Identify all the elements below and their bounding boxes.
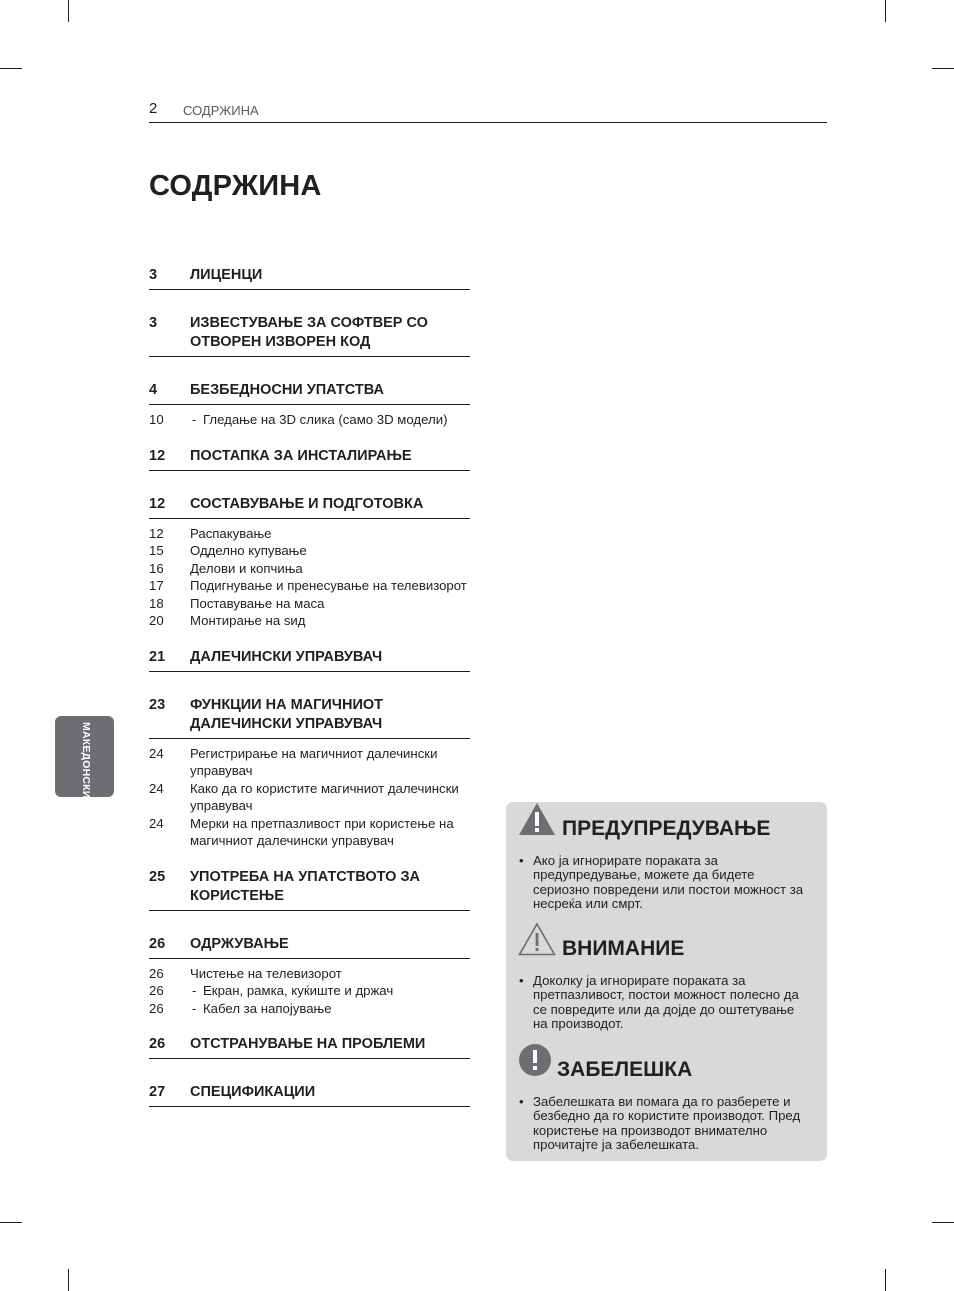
toc-heading[interactable]	[149, 1081, 470, 1107]
toc-sub-title: Одделно купување	[190, 543, 307, 558]
toc-heading[interactable]	[149, 264, 470, 290]
crop-mark	[0, 68, 22, 69]
page-number: 2	[149, 100, 158, 117]
toc-sub-item[interactable]	[149, 595, 470, 613]
note-exclamation-circle-icon	[518, 1043, 552, 1077]
dash-marker: -	[192, 412, 197, 427]
toc-page-number: 12	[149, 495, 166, 512]
toc-sub-item[interactable]	[149, 965, 470, 983]
toc-page-number: 12	[149, 447, 166, 464]
toc-heading-title: ФУНКЦИИ НА МАГИЧНИОТ ДАЛЕЧИНСКИ УПРАВУВАЧ	[190, 696, 384, 732]
toc-sub-title: Монтирање на ѕид	[190, 613, 306, 628]
toc-sub-title: Мерки на претпазливост при користење на магичниот далечински управувач	[190, 815, 454, 848]
note-notice	[506, 1043, 827, 1152]
toc-sub-title: Гледање на 3D слика (само 3D модели)	[203, 412, 448, 427]
toc-page-number: 24	[149, 815, 164, 831]
crop-mark	[885, 0, 886, 22]
toc-sub-list	[149, 745, 470, 850]
toc-heading[interactable]	[149, 694, 470, 739]
warning-title: ПРЕДУПРЕДУВАЊЕ	[562, 817, 771, 840]
toc-heading-title: СОСТАВУВАЊЕ И ПОДГОТОВКА	[190, 495, 424, 512]
toc-sub-item[interactable]	[149, 577, 470, 595]
toc-page-number: 15	[149, 543, 164, 558]
table-of-contents	[149, 264, 470, 1107]
page-header	[149, 100, 827, 123]
toc-heading[interactable]	[149, 379, 470, 405]
running-section-title: СОДРЖИНА	[183, 103, 259, 118]
toc-sub-title: Екран, рамка, куќиште и држач	[203, 983, 394, 998]
caution-header	[506, 922, 827, 962]
toc-page-number: 18	[149, 595, 164, 611]
warning-filled-triangle-icon	[518, 802, 556, 836]
crop-mark	[885, 1269, 886, 1291]
dash-marker: -	[192, 983, 197, 998]
toc-heading-title: БЕЗБЕДНОСНИ УПАТСТВА	[190, 382, 384, 398]
language-label: МАКЕДОНСКИ	[80, 722, 92, 799]
crop-mark	[0, 1222, 22, 1223]
toc-sub-title: Поставување на маса	[190, 595, 325, 611]
toc-heading[interactable]	[149, 646, 470, 672]
toc-page-number: 25	[149, 868, 166, 885]
crop-mark	[68, 1269, 69, 1291]
warning-text: Ако ја игнорирате пораката за предупредување, можете да бидете сериозно повредени или постои можност за несреќа или смрт.	[533, 853, 804, 911]
caution-text: Доколку ја игнорирате пораката за претпазливост, постои можност полесно да се повредите или да дојде до оштетување на производот.	[533, 973, 799, 1031]
toc-sub-item[interactable]	[149, 745, 470, 780]
toc-page-number: 27	[149, 1084, 166, 1100]
toc-heading-title: ЛИЦЕНЦИ	[190, 267, 263, 283]
toc-page-number: 10	[149, 412, 164, 427]
toc-sub-item[interactable]	[149, 560, 470, 578]
bullet: •	[519, 853, 524, 868]
toc-sub-title: Чистење на телевизорот	[190, 965, 342, 981]
toc-heading-title: ИЗВЕСТУВАЊЕ ЗА СОФТВЕР СО ОТВОРЕН ИЗВОРЕН КОД	[190, 315, 428, 350]
language-side-tab	[55, 716, 114, 797]
warning-header	[506, 802, 827, 842]
toc-page-number: 26	[149, 965, 164, 981]
toc-heading[interactable]	[149, 493, 470, 519]
note-text-item	[506, 1095, 827, 1152]
caution-title: ВНИМАНИЕ	[562, 937, 685, 960]
toc-heading-title: СПЕЦИФИКАЦИИ	[190, 1084, 316, 1100]
toc-sub-item[interactable]	[149, 1000, 470, 1018]
toc-page-number: 3	[149, 315, 158, 331]
bullet: •	[519, 973, 524, 988]
toc-sub-item[interactable]	[149, 815, 470, 850]
toc-sub-title: Подигнување и пренесување на телевизорот	[190, 578, 467, 593]
toc-sub-title: Регистрирање на магичниот далечински управувач	[190, 745, 438, 778]
crop-mark	[932, 68, 954, 69]
toc-sub-title: Како да го користите магичниот далечински управувач	[190, 780, 459, 813]
caution-outline-triangle-icon	[518, 922, 556, 956]
toc-sub-item[interactable]	[149, 780, 470, 815]
toc-page-number: 24	[149, 780, 164, 796]
note-text: Забелешката ви помага да го разберете и безбедно да го користите производот. Пред користење на производот внимателно прочитајте ја забелешката.	[533, 1094, 801, 1152]
toc-heading[interactable]	[149, 445, 470, 471]
toc-sub-list	[149, 525, 470, 630]
toc-page-number: 20	[149, 613, 164, 628]
toc-sub-title: Кабел за напојување	[203, 1000, 332, 1016]
toc-heading-title: ДАЛЕЧИНСКИ УПРАВУВАЧ	[190, 648, 383, 665]
warning-text-item	[506, 854, 827, 911]
toc-page-number: 21	[149, 648, 166, 665]
toc-page-number: 17	[149, 578, 164, 593]
toc-heading-title: УПОТРЕБА НА УПАТСТВОТО ЗА КОРИСТЕЊЕ	[190, 868, 421, 904]
toc-sub-list	[149, 411, 470, 429]
toc-page-number: 16	[149, 560, 164, 576]
toc-heading[interactable]	[149, 312, 470, 357]
crop-mark	[932, 1222, 954, 1223]
caution-text-item	[506, 974, 827, 1031]
toc-page-number: 26	[149, 1036, 166, 1052]
toc-page-number: 26	[149, 1000, 164, 1016]
toc-sub-item[interactable]	[149, 982, 470, 1000]
toc-sub-item[interactable]	[149, 525, 470, 543]
toc-heading[interactable]	[149, 866, 470, 911]
toc-page-number: 26	[149, 935, 166, 952]
dash-marker: -	[192, 1000, 197, 1016]
toc-page-number: 4	[149, 382, 158, 398]
note-title: ЗАБЕЛЕШКА	[557, 1058, 693, 1081]
notice-panel	[506, 802, 827, 1161]
toc-heading[interactable]	[149, 933, 470, 959]
warning-notice	[506, 802, 827, 911]
note-header	[506, 1043, 827, 1083]
toc-heading[interactable]	[149, 1033, 470, 1059]
page-title: СОДРЖИНА	[149, 170, 322, 202]
toc-heading-title: ОДРЖУВАЊЕ	[190, 935, 289, 952]
toc-sub-item[interactable]	[149, 411, 470, 429]
toc-page-number: 26	[149, 983, 164, 998]
toc-page-number: 3	[149, 267, 158, 283]
toc-page-number: 12	[149, 525, 164, 541]
toc-sub-item[interactable]	[149, 542, 470, 560]
toc-sub-item[interactable]	[149, 612, 470, 630]
toc-heading-title: ОТСТРАНУВАЊЕ НА ПРОБЛЕМИ	[190, 1036, 426, 1052]
toc-page-number: 24	[149, 745, 164, 761]
crop-mark	[68, 0, 69, 22]
toc-heading-title: ПОСТАПКА ЗА ИНСТАЛИРАЊЕ	[190, 447, 412, 464]
toc-page-number: 23	[149, 696, 166, 713]
caution-notice	[506, 922, 827, 1031]
bullet: •	[519, 1094, 524, 1109]
toc-sub-list	[149, 965, 470, 1018]
toc-sub-title: Делови и копчиња	[190, 560, 303, 576]
toc-sub-title: Распакување	[190, 525, 272, 541]
